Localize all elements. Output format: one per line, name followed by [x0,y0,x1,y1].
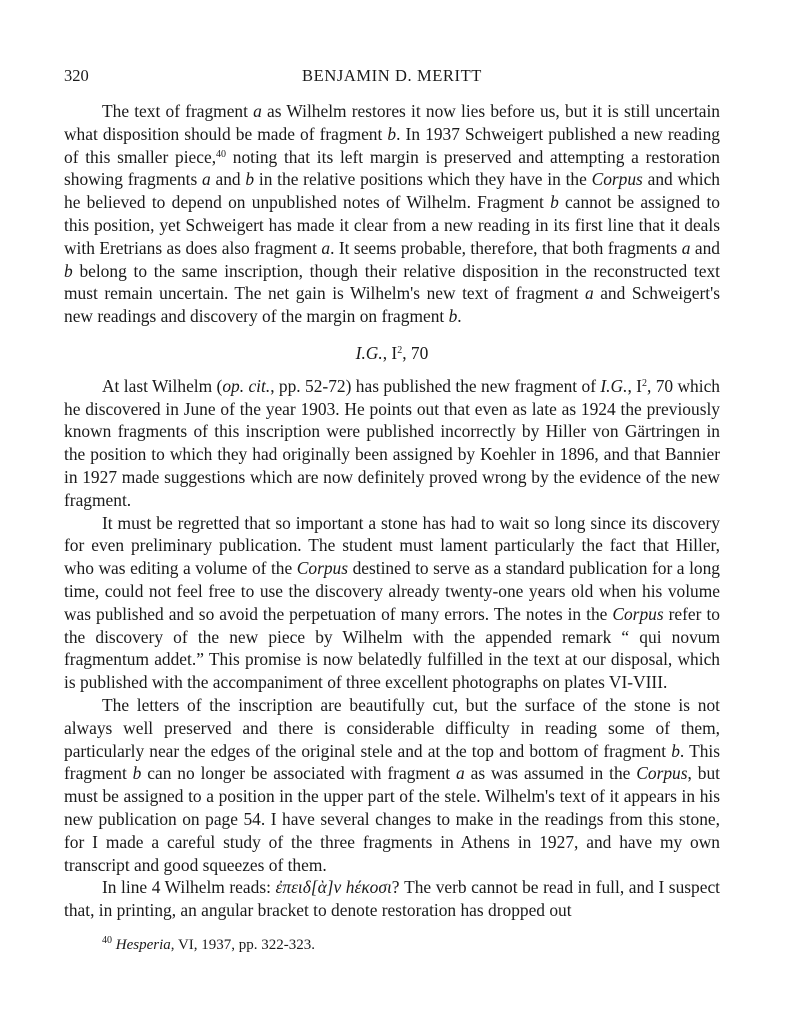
footnote-number: 40 [102,935,112,946]
paragraph-wilhelm-publication: At last Wilhelm (op. cit., pp. 52-72) has published the new fragment of I.G., $I^2$, 70 which he discovered in June of the year 1903. He points out that even as late as 1924 the previously known fragments of this inscription were published incorrectly by Hiller von Gärtringen in the position to which they had originally been assigned by Koehler in 1896, and that Bannier in 1927 made suggestions which are now definitely proved wrong by the evidence of the new fragment. [64,375,720,510]
section-heading: I.G., $I^2$, 70 [355,342,429,363]
paragraph-fragment-b: The text of fragment a as Wilhelm restores it now lies before us, but it is still uncertain what disposition should be made of fragment b. In 1937 Schweigert published a new reading of this smaller piece,$^{40}$ noting that its left margin is preserved and attempting a restoration showing fragments a and b in the relative positions which they have in the Corpus and which he believed to depend on unpublished notes of Wilhelm. Fragment b cannot be assigned to this position, yet Schweigert has made it clear from a new reading in its first line that it deals with Eretrians as does also fragment a. It seems probable, therefore, that both fragments a and b belong to the same inscription, though their relative disposition in the reconstructed text must remain uncertain. The net gain is Wilhelm's new text of fragment a and Schweigert's new readings and discovery of the margin on fragment b. [64,101,721,327]
page-number: 320 [64,66,89,85]
page-header [64,66,720,90]
footnote-reference: 40 [216,148,227,160]
running-title: BENJAMIN D. MERITT [302,66,482,85]
footnote: $^{40}$ Hesperia, VI, 1937, pp. 322-323. [102,935,316,953]
paragraph-line-4: In line 4 Wilhelm reads: ἐπειδ[ὰ]ν hέκοσι? The verb cannot be read in full, and I suspect that, in printing, an angular bracket to denote restoration has dropped out [64,877,720,921]
paragraph-regret: It must be regretted that so important a stone has had to wait so long since its discovery for even preliminary publication. The student must lament particularly the fact that Hiller, who was editing a volume of the Corpus destined to serve as a standard publication for a long time, could not feel free to use the discovery already twenty-one years old when his volume was published and so avoid the perpetuation of many errors. The notes in the Corpus refer to the discovery of the new piece by Wilhelm with the appended remark “ qui novum fragmentum addet.” This promise is now belatedly fulfilled in the text at our disposal, which is published with the accompaniment of three excellent photographs on plates VI-VIII. [64,512,720,693]
greek-text: ἐπειδ[ὰ]ν hέκοσι [275,877,392,898]
paragraph-letters: The letters of the inscription are beautifully cut, but the surface of the stone is not always well preserved and there is considerable difficulty in reading some of them, particularly near the edges of the original stele and at the top and bottom of fragment b. This fragment b can no longer be associated with fragment a as was assumed in the Corpus, but must be assigned to a position in the upper part of the stele. Wilhelm's text of it appears in his new publication on page 54. I have several changes to make in the readings from this stone, for I made a careful study of the three fragments in Athens in 1927, and have my own transcript and good squeezes of them. [64,694,720,875]
body-text [64,100,720,922]
